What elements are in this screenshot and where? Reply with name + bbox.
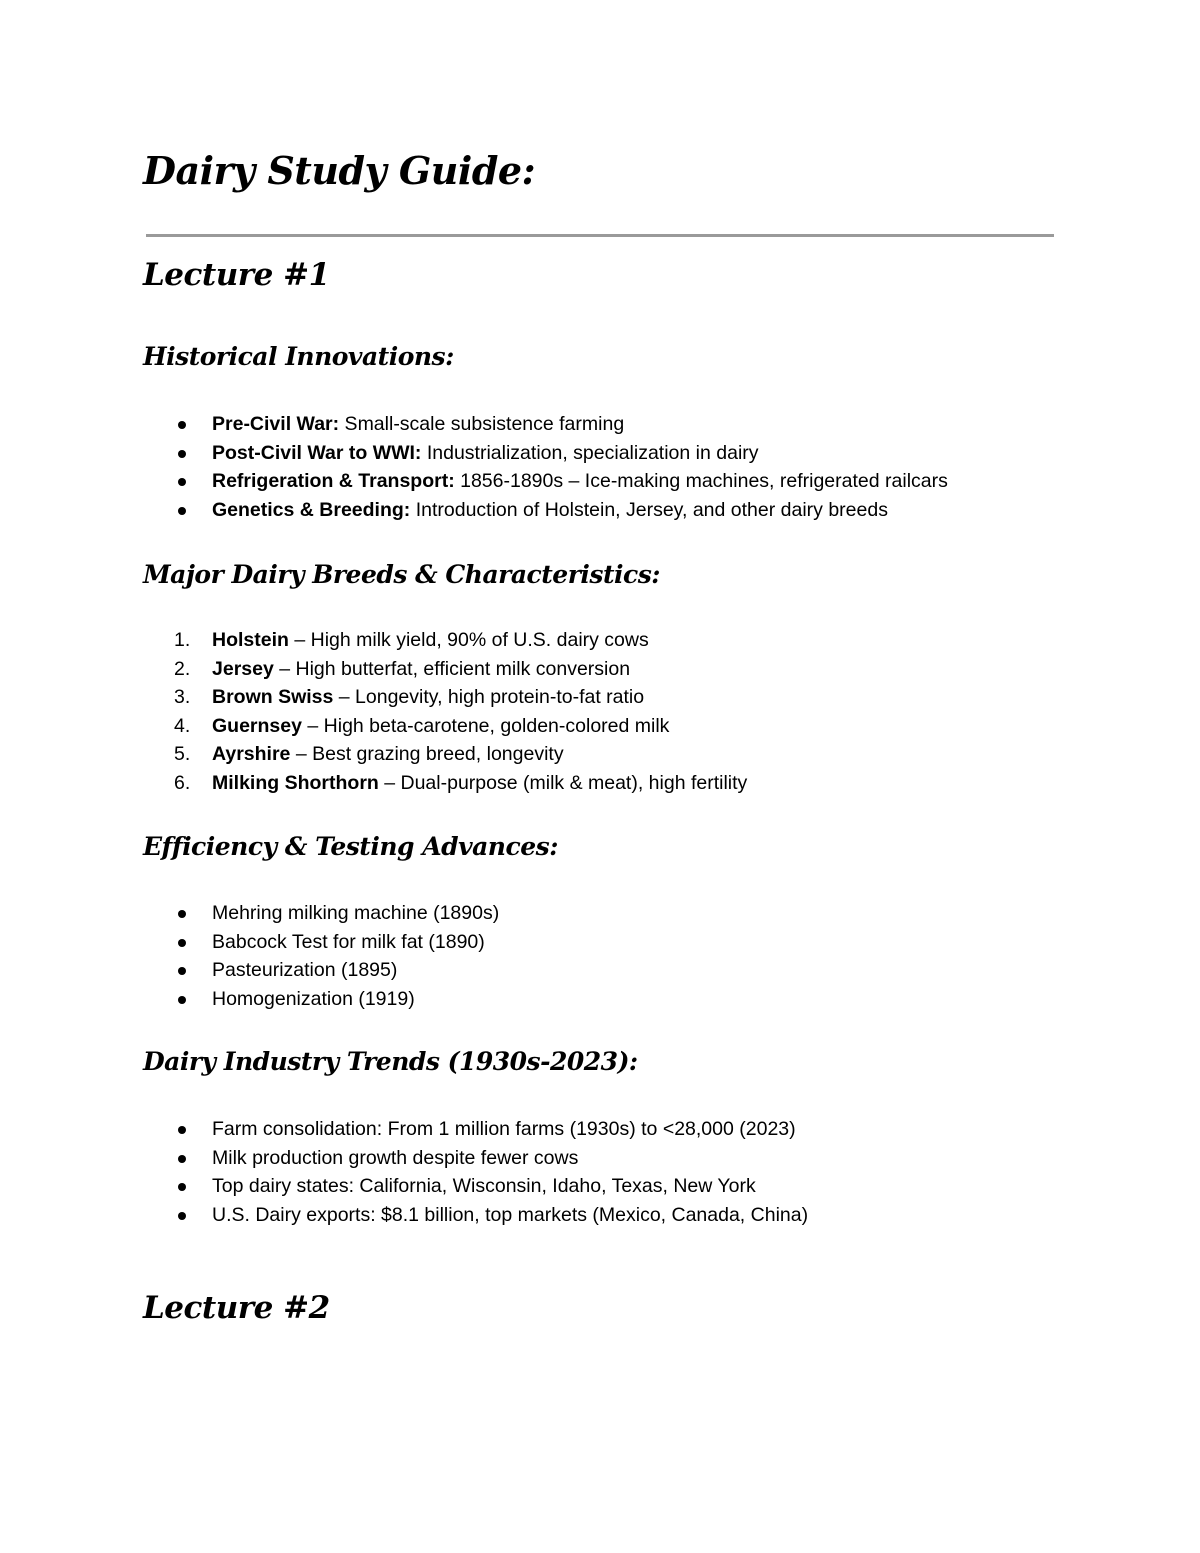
historical-innovations-heading: Historical Innovations:: [143, 342, 454, 371]
item-text: Pasteurization (1895): [212, 959, 398, 982]
efficiency-testing-heading: Efficiency & Testing Advances:: [143, 832, 558, 861]
item-number: 2.: [174, 657, 191, 680]
bullet-icon: [178, 478, 186, 486]
item-text: – Dual-purpose (milk & meat), high fertility: [378, 771, 748, 794]
item-number: 4.: [174, 714, 191, 737]
item-term: Pre-Civil War:: [212, 413, 340, 435]
item-text: Farm consolidation: From 1 million farms (1930s) to <28,000 (2023): [212, 1118, 796, 1140]
horizontal-divider: [146, 234, 1054, 237]
item-text: – High butterfat, efficient milk conversion: [273, 657, 631, 680]
list-item: [0, 626, 747, 655]
item-term: Holstein: [212, 629, 289, 651]
bullet-icon: [178, 996, 186, 1004]
item-text: – Best grazing breed, longevity: [290, 743, 564, 766]
list-item: [0, 769, 747, 798]
dairy-industry-trends-list: [0, 1115, 808, 1229]
item-number: 5.: [174, 743, 191, 766]
list-item: [0, 740, 747, 769]
item-text: Milk production growth despite fewer cows: [212, 1146, 579, 1169]
dairy-breeds-list: [0, 626, 747, 798]
item-text: Top dairy states: California, Wisconsin, Idaho, Texas, New York: [212, 1175, 756, 1198]
item-term: Brown Swiss: [212, 686, 334, 709]
bullet-icon: [178, 1212, 186, 1220]
item-text: – High beta-carotene, golden-colored milk: [301, 714, 670, 737]
lecture-2-heading: Lecture #2: [143, 1290, 330, 1326]
list-item: [0, 496, 948, 525]
lecture-1-heading: Lecture #1: [143, 257, 330, 293]
list-item: [0, 956, 499, 985]
efficiency-testing-list: [0, 899, 499, 1013]
item-text: Babcock Test for milk fat (1890): [212, 930, 485, 953]
list-item: [0, 1115, 808, 1144]
list-item: [0, 467, 948, 496]
bullet-icon: [178, 1183, 186, 1191]
item-text: 1856-1890s – Ice-making machines, refrigerated railcars: [454, 470, 948, 493]
item-term: Jersey: [212, 657, 274, 680]
item-term: Genetics & Breeding:: [212, 498, 411, 521]
list-item: [0, 1172, 808, 1201]
major-dairy-breeds-heading: Major Dairy Breeds & Characteristics:: [143, 560, 661, 589]
item-number: 6.: [174, 771, 191, 794]
item-text: Industrialization, specialization in dairy: [421, 441, 759, 464]
item-term: Ayrshire: [212, 743, 291, 766]
list-item: [0, 1201, 808, 1230]
page-title: Dairy Study Guide:: [143, 148, 536, 193]
item-term: Guernsey: [212, 714, 302, 737]
dairy-industry-trends-heading: Dairy Industry Trends (1930s-2023):: [143, 1047, 638, 1076]
list-item: [0, 928, 499, 957]
list-item: [0, 439, 948, 468]
item-text: – High milk yield, 90% of U.S. dairy cows: [288, 629, 649, 651]
list-item: [0, 712, 747, 741]
item-term: Refrigeration & Transport:: [212, 470, 455, 493]
item-term: Milking Shorthorn: [212, 771, 379, 794]
bullet-icon: [178, 507, 186, 515]
item-text: Small-scale subsistence farming: [339, 413, 625, 435]
item-term: Post-Civil War to WWI:: [212, 441, 422, 464]
list-item: [0, 410, 948, 439]
item-number: 1.: [174, 629, 191, 651]
list-item: [0, 1144, 808, 1173]
bullet-icon: [178, 450, 186, 458]
item-text: – Longevity, high protein-to-fat ratio: [333, 686, 645, 709]
list-item: [0, 985, 499, 1014]
bullet-icon: [178, 967, 186, 975]
list-item: [0, 899, 499, 928]
bullet-icon: [178, 421, 186, 429]
bullet-icon: [178, 1155, 186, 1163]
item-text: Homogenization (1919): [212, 987, 415, 1010]
list-item: [0, 655, 747, 684]
item-text: Mehring milking machine (1890s): [212, 902, 500, 924]
item-text: Introduction of Holstein, Jersey, and other dairy breeds: [410, 498, 888, 521]
item-number: 3.: [174, 686, 191, 709]
bullet-icon: [178, 910, 186, 918]
item-text: U.S. Dairy exports: $8.1 billion, top markets (Mexico, Canada, China): [212, 1203, 809, 1226]
list-item: [0, 683, 747, 712]
historical-innovations-list: [0, 410, 948, 524]
bullet-icon: [178, 1126, 186, 1134]
bullet-icon: [178, 939, 186, 947]
